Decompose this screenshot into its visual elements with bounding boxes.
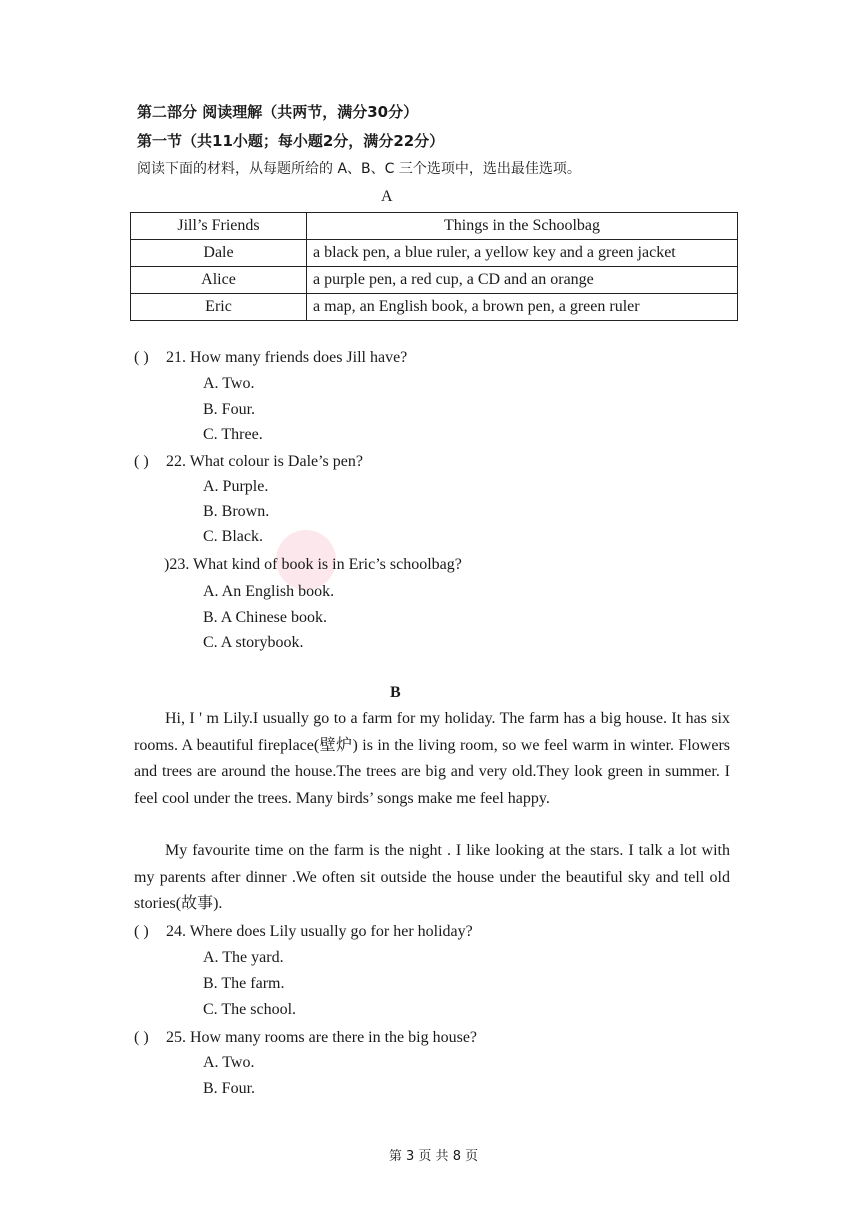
answer-bracket[interactable]: ) xyxy=(164,556,170,573)
option-21-a: A. Two. xyxy=(203,375,255,392)
option-24-a: A. The yard. xyxy=(203,949,284,966)
option-23-c: C. A storybook. xyxy=(203,634,304,651)
option-23-a: A. An English book. xyxy=(203,583,335,600)
table-header-friends: Jill’s Friends xyxy=(131,213,307,240)
option-23-b: B. A Chinese book. xyxy=(203,609,328,626)
question-text: 24. Where does Lily usually go for her holiday? xyxy=(166,923,473,940)
table-row xyxy=(131,294,738,321)
table-cell-friend: Dale xyxy=(131,240,307,267)
option-25-a: A. Two. xyxy=(203,1054,255,1071)
question-25 xyxy=(134,1029,477,1047)
option-24-b: B. The farm. xyxy=(203,975,285,992)
option-22-a: A. Purple. xyxy=(203,478,269,495)
question-text: 22. What colour is Dale’s pen? xyxy=(166,453,363,470)
option-22-c: C. Black. xyxy=(203,528,263,545)
table-cell-things: a map, an English book, a brown pen, a green ruler xyxy=(307,294,738,321)
passage-paragraph-1: Hi, I ' m Lily.I usually go to a farm for my holiday. The farm has a big house. It has six rooms. A beautiful fireplace(壁炉) is in the living room, so we feel warm in winter. Flowers and trees are around the house.The trees are big and very old.They look green in summer. I feel cool under the trees. Many birds’ songs make me feel happy. xyxy=(134,710,730,807)
table-cell-friend: Eric xyxy=(131,294,307,321)
answer-bracket[interactable]: ( ) xyxy=(134,923,149,940)
table-header-row xyxy=(131,213,738,240)
table-header-things: Things in the Schoolbag xyxy=(307,213,738,240)
question-24 xyxy=(134,923,473,941)
section-a-label: A xyxy=(381,188,393,205)
question-22 xyxy=(134,453,363,471)
option-24-c: C. The school. xyxy=(203,1001,297,1018)
answer-bracket[interactable]: ( ) xyxy=(134,349,149,366)
answer-bracket[interactable]: ( ) xyxy=(134,1029,149,1046)
table-cell-friend: Alice xyxy=(131,267,307,294)
option-21-b: B. Four. xyxy=(203,401,256,418)
table-row xyxy=(131,267,738,294)
question-21 xyxy=(134,349,407,367)
section-b-label: B xyxy=(390,684,401,701)
passage-paragraph-2: My favourite time on the farm is the night . I like looking at the stars. I talk a lot with my parents after dinner .We often sit outside the house under the beautiful sky and tell old stories(故事). xyxy=(134,842,730,912)
option-21-c: C. Three. xyxy=(203,426,263,443)
answer-bracket[interactable]: ( ) xyxy=(134,453,149,470)
option-22-b: B. Brown. xyxy=(203,503,270,520)
part-title: 第二部分 阅读理解（共两节，满分30分） xyxy=(137,103,419,121)
question-text: 21. How many friends does Jill have? xyxy=(166,349,408,366)
schoolbag-table xyxy=(130,212,738,321)
page-footer: 第 3 页 共 8 页 xyxy=(388,1149,479,1164)
table-cell-things: a black pen, a blue ruler, a yellow key and a green jacket xyxy=(307,240,738,267)
table-cell-things: a purple pen, a red cup, a CD and an orange xyxy=(307,267,738,294)
question-23 xyxy=(164,556,462,574)
section-title: 第一节（共11小题；每小题2分，满分22分） xyxy=(137,132,445,150)
question-text: 25. How many rooms are there in the big house? xyxy=(166,1029,478,1046)
option-25-b: B. Four. xyxy=(203,1080,256,1097)
instruction: 阅读下面的材料，从每题所给的 A、B、C 三个选项中，选出最佳选项。 xyxy=(137,161,581,177)
table-row xyxy=(131,240,738,267)
question-text: 23. What kind of book is in Eric’s schoolbag? xyxy=(169,556,462,573)
